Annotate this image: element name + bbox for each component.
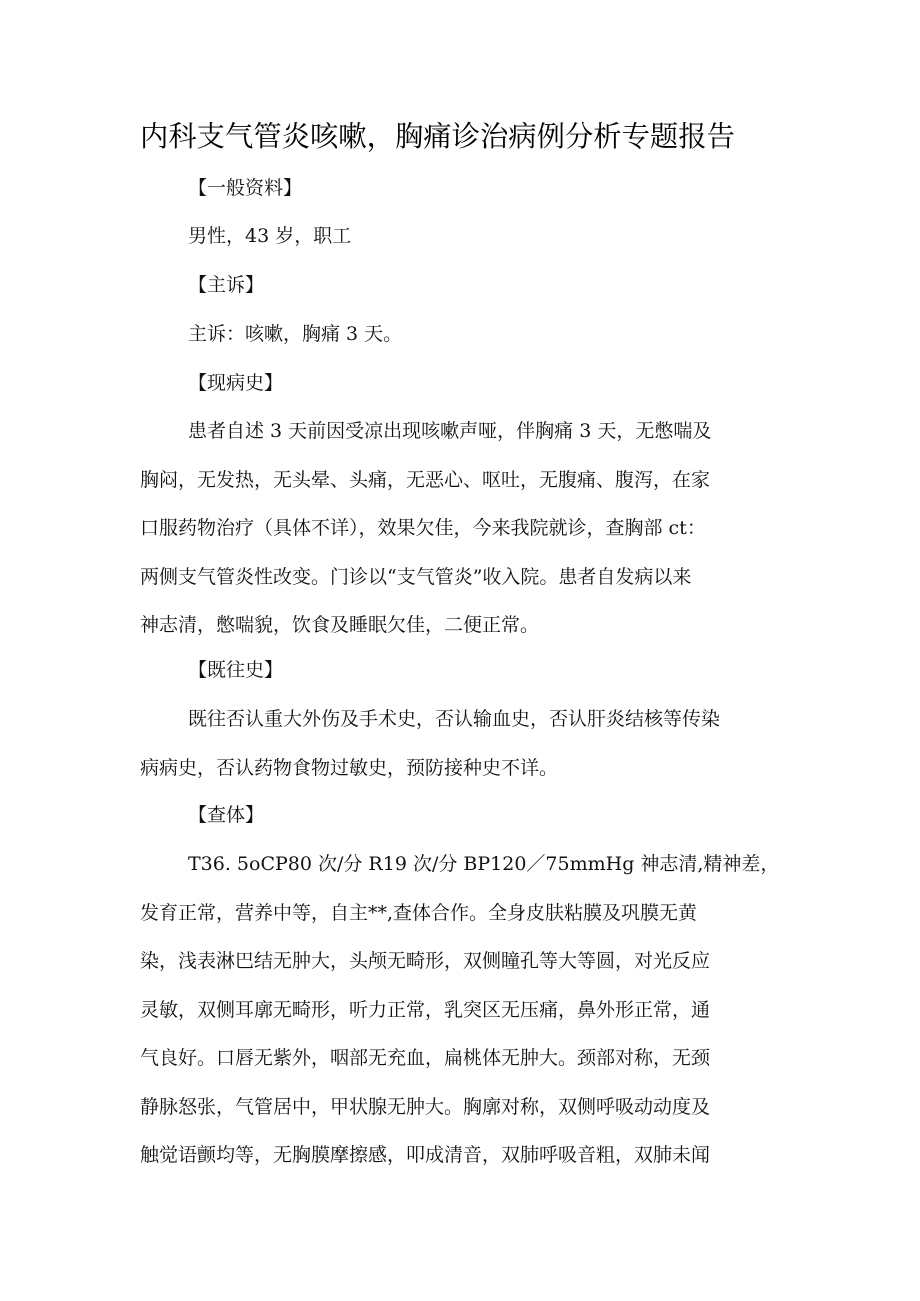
section-heading-complaint: 【主诉】 (188, 274, 265, 296)
section-heading-general: 【一般资料】 (188, 177, 303, 199)
exam-line: T36. 5oCP80 次/分 R19 次/分 BP120／75mmHg 神志清,精神差， (188, 853, 780, 875)
general-info-line: 男性，43 岁，职工 (188, 225, 352, 247)
present-illness-line: 两侧支气管炎性改变。门诊以“支气管炎”收入院。患者自发病以来 (140, 566, 692, 588)
exam-line: 气良好。口唇无紫外，咽部无充血，扁桃体无肿大。颈部对称，无颈 (140, 1047, 711, 1069)
section-heading-exam: 【查体】 (188, 804, 265, 826)
section-heading-past-history: 【既往史】 (188, 659, 284, 681)
exam-line: 静脉怒张，气管居中，甲状腺无肿大。胸廓对称，双侧呼吸动动度及 (140, 1096, 711, 1118)
present-illness-line: 患者自述 3 天前因受凉出现咳嗽声哑，伴胸痛 3 天，无憋喘及 (188, 420, 712, 442)
exam-line: 染，浅表淋巴结无肿大，头颅无畸形，双侧瞳孔等大等圆，对光反应 (140, 950, 711, 972)
exam-line: 灵敏，双侧耳廓无畸形，听力正常，乳突区无压痛，鼻外形正常，通 (140, 999, 711, 1021)
past-history-line: 既往否认重大外伤及手术史，否认输血史，否认肝炎结核等传染 (188, 708, 721, 730)
exam-line: 发育正常，营养中等，自主**,查体合作。全身皮肤粘膜及巩膜无黄 (140, 902, 698, 924)
section-heading-present-illness: 【现病史】 (188, 372, 284, 394)
exam-line: 触觉语颤均等，无胸膜摩擦感，叩成清音，双肺呼吸音粗，双肺未闻 (140, 1144, 711, 1166)
complaint-line: 主诉：咳嗽，胸痛 3 天。 (188, 323, 403, 345)
past-history-line: 病病史，否认药物食物过敏史，预防接种史不详。 (140, 757, 559, 779)
present-illness-line: 口服药物治疗（具体不详），效果欠佳，今来我院就诊，查胸部 ct： (140, 517, 706, 539)
document-title: 内科支气管炎咳嗽，胸痛诊治病例分析专题报告 (140, 120, 735, 153)
present-illness-line: 神志清，憋喘貌，饮食及睡眠欠佳，二便正常。 (140, 614, 540, 636)
present-illness-line: 胸闷，无发热，无头晕、头痛，无恶心、呕吐，无腹痛、腹泻，在家 (140, 469, 711, 491)
